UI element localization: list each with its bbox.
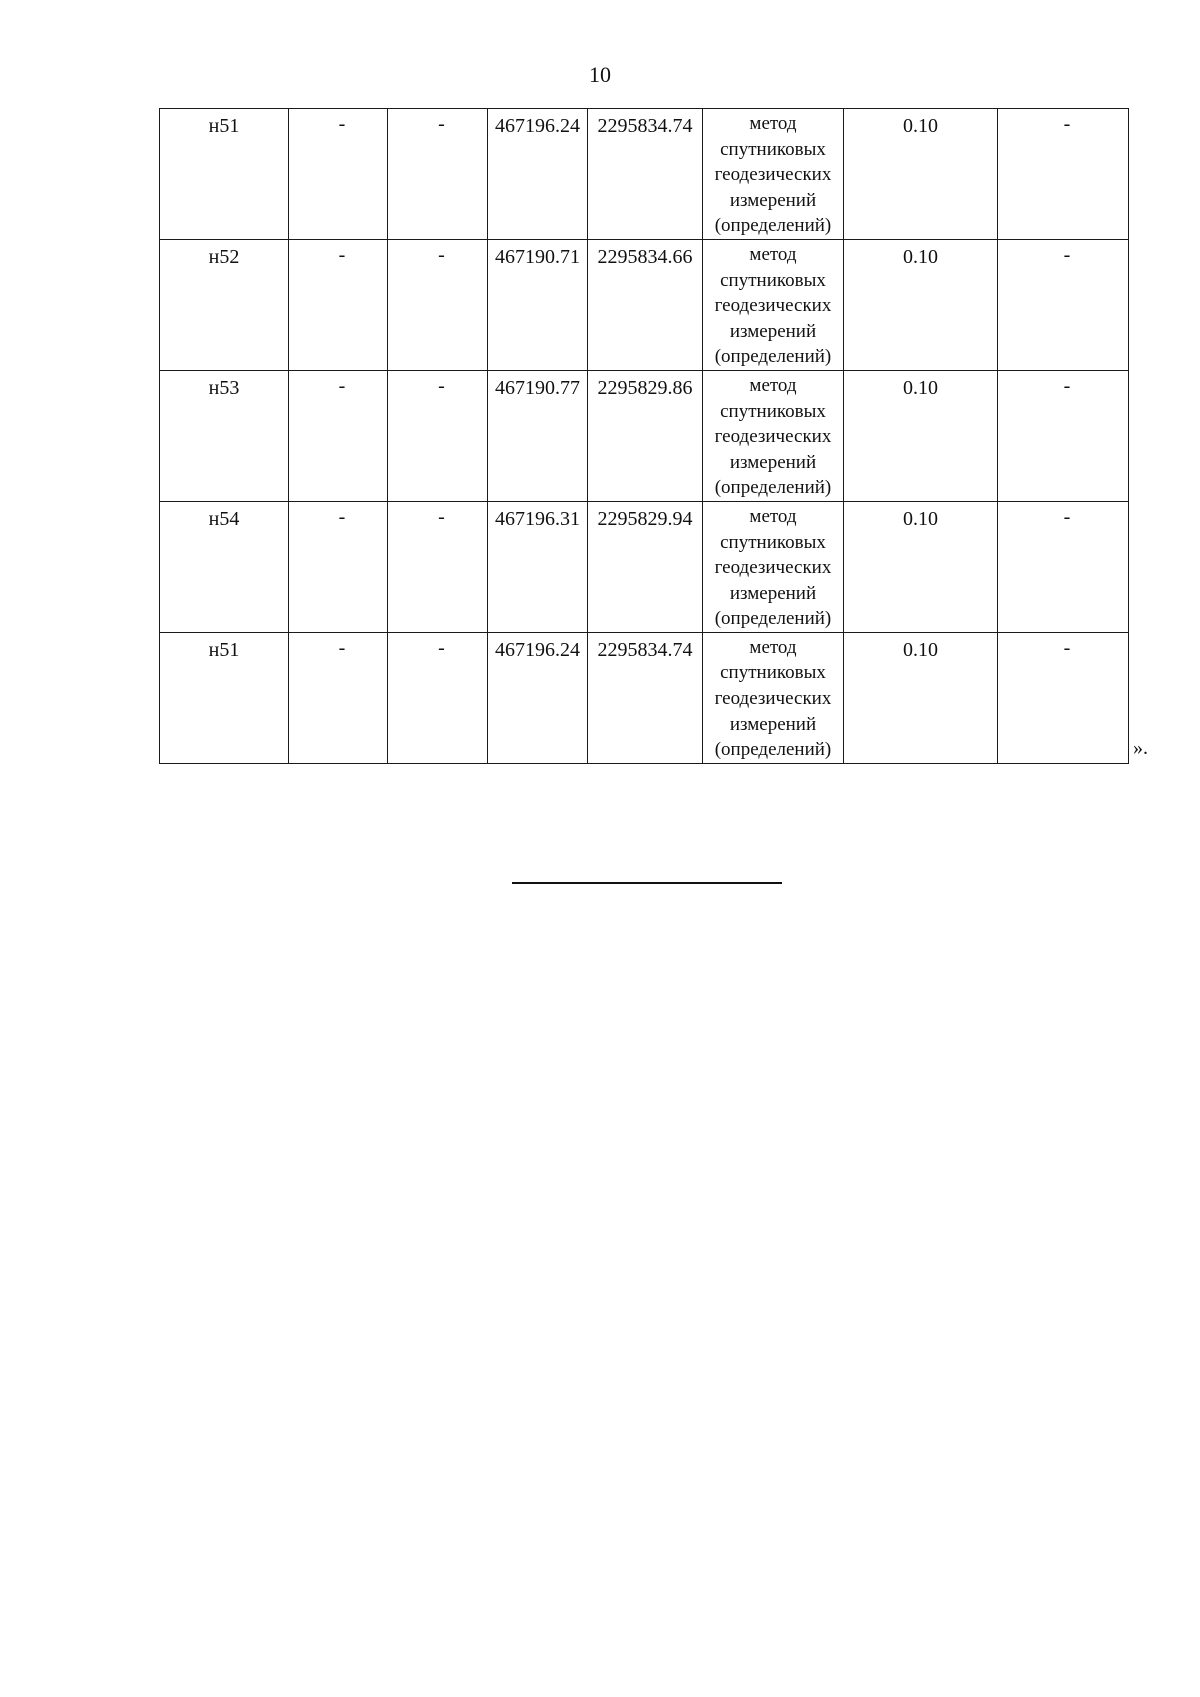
description-cell: [998, 501, 1129, 632]
new-y-text: 2295834.74: [597, 638, 693, 661]
accuracy-cell: [844, 239, 998, 370]
point-name-text: н51: [208, 638, 240, 661]
old-x-text: -: [338, 374, 346, 397]
point-name-text: н54: [208, 507, 240, 530]
new-y-text: 2295829.86: [597, 376, 693, 399]
accuracy-text: 0.10: [903, 115, 938, 137]
new-x-text: 467190.77: [495, 376, 580, 399]
method-text: метод спутниковых геодезических измерений (определений): [714, 243, 832, 368]
new-x-text: 467196.24: [495, 638, 580, 661]
method-text: метод спутниковых геодезических измерений (определений): [714, 113, 832, 237]
table-body: [160, 109, 1129, 764]
accuracy-cell: [844, 632, 998, 763]
new-y-cell: [588, 501, 703, 632]
closing-quote-mark: ».: [1133, 737, 1148, 759]
new-y-text: 2295829.94: [597, 507, 693, 530]
accuracy-cell: [844, 109, 998, 240]
description-cell: [998, 109, 1129, 240]
new-y-cell: [588, 109, 703, 240]
new-x-cell: [488, 501, 588, 632]
old-x-text: -: [338, 113, 346, 135]
old-x-cell: [289, 632, 388, 763]
method-text: метод спутниковых геодезических измерений (определений): [714, 505, 832, 630]
old-y-cell: [388, 109, 488, 240]
method-cell: [703, 109, 844, 240]
boundary-points-table: [159, 108, 1129, 764]
description-text: -: [1063, 374, 1071, 397]
method-cell: [703, 370, 844, 501]
page-number: 10: [589, 62, 611, 87]
method-cell: [703, 632, 844, 763]
method-cell: [703, 501, 844, 632]
new-x-cell: [488, 632, 588, 763]
old-x-cell: [289, 109, 388, 240]
new-y-cell: [588, 239, 703, 370]
new-x-cell: [488, 239, 588, 370]
new-y-text: 2295834.66: [597, 245, 693, 268]
description-cell: [998, 239, 1129, 370]
table-row: [160, 109, 1129, 240]
accuracy-cell: [844, 501, 998, 632]
description-cell: [998, 370, 1129, 501]
old-y-text: -: [438, 113, 445, 135]
new-y-cell: [588, 632, 703, 763]
point-name-cell: [160, 370, 289, 501]
accuracy-cell: [844, 370, 998, 501]
point-name-text: н52: [208, 245, 240, 268]
old-y-cell: [388, 239, 488, 370]
old-y-cell: [388, 501, 488, 632]
description-cell: [998, 632, 1129, 763]
method-cell: [703, 239, 844, 370]
old-y-cell: [388, 370, 488, 501]
description-text: -: [1063, 243, 1071, 266]
new-x-text: 467190.71: [495, 245, 580, 268]
point-name-text: н51: [208, 115, 240, 137]
table-row: [160, 239, 1129, 370]
end-of-document-rule: [512, 882, 782, 884]
new-x-cell: [488, 370, 588, 501]
old-x-cell: [289, 501, 388, 632]
description-text: -: [1063, 505, 1071, 528]
old-y-text: -: [438, 243, 445, 266]
accuracy-text: 0.10: [903, 507, 938, 530]
new-x-cell: [488, 109, 588, 240]
old-y-cell: [388, 632, 488, 763]
table-row: [160, 370, 1129, 501]
old-y-text: -: [438, 636, 445, 659]
old-y-text: -: [438, 374, 445, 397]
description-text: -: [1063, 113, 1071, 135]
old-x-text: -: [338, 636, 346, 659]
old-x-text: -: [338, 505, 346, 528]
point-name-cell: [160, 239, 289, 370]
method-text: метод спутниковых геодезических измерений (определений): [714, 636, 832, 761]
point-name-cell: [160, 501, 289, 632]
old-x-cell: [289, 370, 388, 501]
point-name-cell: [160, 109, 289, 240]
new-x-text: 467196.24: [495, 115, 580, 137]
new-y-text: 2295834.74: [597, 115, 693, 137]
new-y-cell: [588, 370, 703, 501]
old-x-cell: [289, 239, 388, 370]
new-x-text: 467196.31: [495, 507, 580, 530]
old-x-text: -: [338, 243, 346, 266]
old-y-text: -: [438, 505, 445, 528]
point-name-text: н53: [208, 376, 240, 399]
accuracy-text: 0.10: [903, 376, 938, 399]
method-text: метод спутниковых геодезических измерений (определений): [714, 374, 832, 499]
description-text: -: [1063, 636, 1071, 659]
accuracy-text: 0.10: [903, 638, 938, 661]
point-name-cell: [160, 632, 289, 763]
table-row: [160, 501, 1129, 632]
accuracy-text: 0.10: [903, 245, 938, 268]
table-row: [160, 632, 1129, 763]
